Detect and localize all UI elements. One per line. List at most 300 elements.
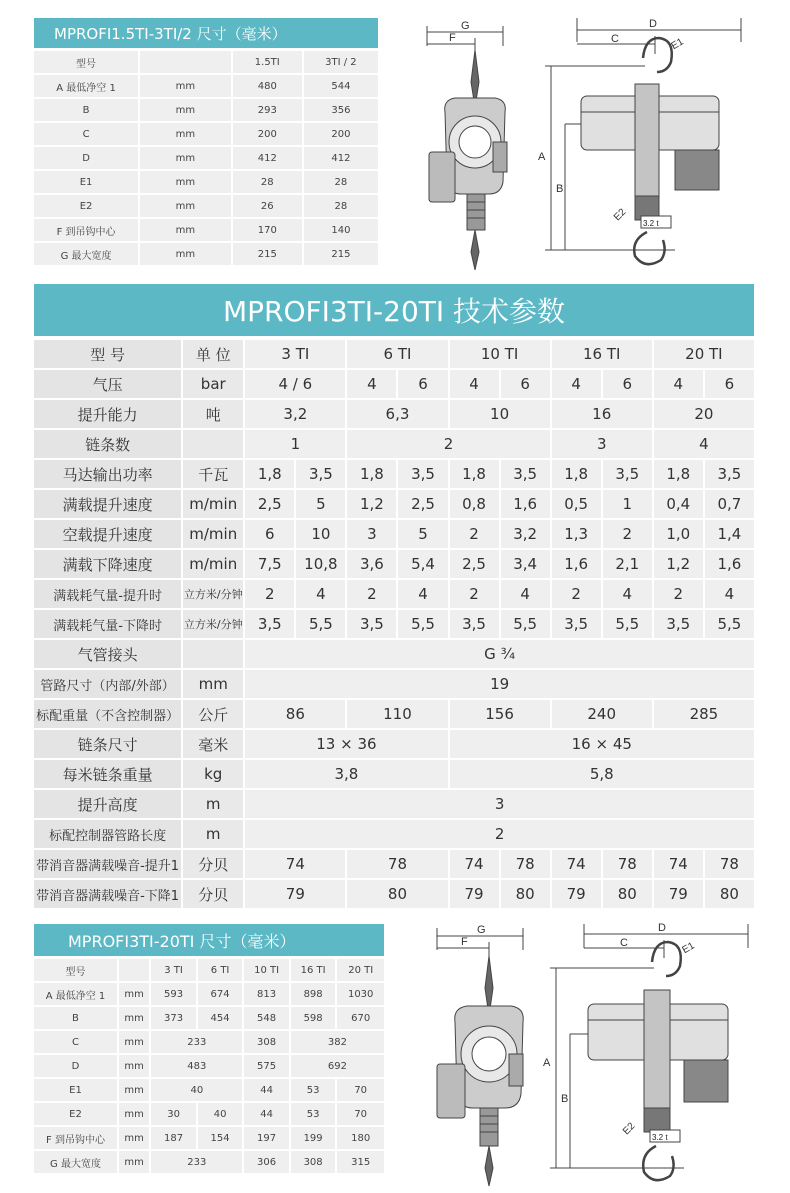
cell: 2 — [654, 580, 703, 608]
cell: 79 — [450, 880, 499, 908]
cell: 544 — [304, 75, 378, 97]
cell: mm — [119, 1151, 149, 1173]
header-cell: 10 TI — [450, 340, 550, 368]
cell: A 最低净空 1 — [34, 983, 117, 1005]
pair-rows — [34, 460, 754, 638]
table-row — [34, 983, 384, 1005]
cell: 带消音器满载噪音-下降1 — [34, 880, 181, 908]
table-row — [34, 760, 754, 788]
cell: 3,5 — [245, 610, 294, 638]
table-row — [34, 219, 378, 241]
cell: 156 — [450, 700, 550, 728]
hoist-side-view-drawing — [415, 12, 515, 270]
table-row — [34, 700, 754, 728]
top-spec-table — [32, 49, 380, 267]
cell: 1 — [245, 430, 345, 458]
cell: 412 — [233, 147, 302, 169]
cell: 每米链条重量 — [34, 760, 181, 788]
cell: 吨 — [183, 400, 243, 428]
cell: 2 — [603, 520, 652, 548]
cell: 4 — [501, 580, 550, 608]
cell: 598 — [291, 1007, 336, 1029]
cell: 80 — [347, 880, 447, 908]
cell: 3,5 — [347, 610, 396, 638]
table-row — [34, 790, 754, 818]
dim-label-c-bottom: C — [620, 937, 628, 949]
cell: 180 — [337, 1127, 384, 1149]
table-row — [34, 1007, 384, 1029]
cell: 2 — [245, 820, 754, 848]
cell: 满载下降速度 — [34, 550, 181, 578]
cell: 分贝 — [183, 850, 243, 878]
header-cell: 6 TI — [347, 340, 447, 368]
cell: 187 — [151, 1127, 196, 1149]
cell: 1,8 — [347, 460, 396, 488]
table-row — [34, 520, 754, 548]
cell: 293 — [233, 99, 302, 121]
cell: 674 — [198, 983, 243, 1005]
table-row — [34, 490, 754, 518]
cell: 3,5 — [705, 460, 754, 488]
cell: 593 — [151, 983, 196, 1005]
cell: mm — [119, 1031, 149, 1053]
cell: 5,5 — [398, 610, 447, 638]
cell: 16 — [552, 400, 652, 428]
cell: 2,1 — [603, 550, 652, 578]
table-row — [34, 340, 754, 368]
table-row — [34, 147, 378, 169]
cell: 20 TI — [337, 959, 384, 981]
cell — [183, 640, 243, 668]
cell: B — [34, 99, 138, 121]
cell: 80 — [603, 880, 652, 908]
cell: mm — [140, 171, 231, 193]
cell: 79 — [654, 880, 703, 908]
cell: 2 — [552, 580, 601, 608]
cell: 170 — [233, 219, 302, 241]
cell: 1,6 — [705, 550, 754, 578]
cell: 4 — [654, 430, 754, 458]
cell: 满载耗气量-提升时 — [34, 580, 181, 608]
cell: 管路尺寸（内部/外部） — [34, 670, 181, 698]
cell: 5,5 — [705, 610, 754, 638]
cell: 链条数 — [34, 430, 181, 458]
cell: 412 — [304, 147, 378, 169]
header-cell: 3 TI — [245, 340, 345, 368]
cell: 1,8 — [552, 460, 601, 488]
main-title: MPROFI3TI-20TI 技术参数 — [222, 295, 566, 328]
cell: 373 — [151, 1007, 196, 1029]
cell: 215 — [304, 243, 378, 265]
cell: 2 — [450, 520, 499, 548]
cell: 575 — [244, 1055, 289, 1077]
table-row — [34, 171, 378, 193]
cell: 10,8 — [296, 550, 345, 578]
cell: 4 — [654, 370, 703, 398]
cell: 3,2 — [501, 520, 550, 548]
cell: 3 TI — [151, 959, 196, 981]
cell: 1.5TI — [233, 51, 302, 73]
cell: 197 — [244, 1127, 289, 1149]
cell: 6 — [398, 370, 447, 398]
cell: 382 — [291, 1031, 384, 1053]
cell: E2 — [34, 1103, 117, 1125]
cell: 200 — [233, 123, 302, 145]
cell: 4 — [347, 370, 396, 398]
table-row — [34, 1031, 384, 1053]
cell: 40 — [151, 1079, 242, 1101]
cell: 79 — [245, 880, 345, 908]
table-row — [34, 370, 754, 398]
cell: 1,8 — [654, 460, 703, 488]
cell: 4 — [603, 580, 652, 608]
cell: mm — [140, 147, 231, 169]
cell: 44 — [244, 1103, 289, 1125]
cell: 3 — [552, 430, 652, 458]
cell: 满载耗气量-下降时 — [34, 610, 181, 638]
cell: 10 — [450, 400, 550, 428]
cell — [183, 430, 243, 458]
cell: 1,6 — [501, 490, 550, 518]
dim-label-f-bottom: F — [461, 936, 468, 948]
header-cell: 20 TI — [654, 340, 754, 368]
dim-label-c: C — [611, 33, 619, 45]
cell: 1,8 — [450, 460, 499, 488]
cell: D — [34, 1055, 117, 1077]
cell: 10 TI — [244, 959, 289, 981]
cell: 2 — [347, 580, 396, 608]
cell: 79 — [552, 880, 601, 908]
header-cell: 型 号 — [34, 340, 181, 368]
dim-label-b-bottom: B — [561, 1093, 569, 1105]
cell: 78 — [603, 850, 652, 878]
dim-label-a: A — [538, 151, 546, 163]
cell: 3TI / 2 — [304, 51, 378, 73]
dim-label-a-bottom: A — [543, 1057, 551, 1069]
cell: 70 — [337, 1103, 384, 1125]
cell: 2,5 — [245, 490, 294, 518]
header-cell: 单 位 — [183, 340, 243, 368]
cell: 199 — [291, 1127, 336, 1149]
cell: 气管接头 — [34, 640, 181, 668]
cell: 898 — [291, 983, 336, 1005]
cell: 813 — [244, 983, 289, 1005]
cell: mm — [119, 1127, 149, 1149]
dim-label-d: D — [649, 18, 657, 30]
cell: 4 — [296, 580, 345, 608]
cell: bar — [183, 370, 243, 398]
top-title-bar — [34, 18, 378, 48]
main-spec-table — [32, 338, 756, 910]
load-plate: 3.2 t — [643, 219, 659, 228]
table-row — [34, 430, 754, 458]
cell: 306 — [244, 1151, 289, 1173]
cell: 74 — [654, 850, 703, 878]
cell: C — [34, 1031, 117, 1053]
cell: mm — [183, 670, 243, 698]
cell: 74 — [552, 850, 601, 878]
cell: 满载提升速度 — [34, 490, 181, 518]
table-row — [34, 99, 378, 121]
dim-label-e2: E2 — [611, 206, 629, 224]
cell: 356 — [304, 99, 378, 121]
cell: mm — [140, 99, 231, 121]
cell: 285 — [654, 700, 754, 728]
cell: mm — [119, 1055, 149, 1077]
cell: 1,0 — [654, 520, 703, 548]
cell: 19 — [245, 670, 754, 698]
cell: 80 — [501, 880, 550, 908]
cell: E2 — [34, 195, 138, 217]
load-plate-bottom: 3.2 t — [652, 1133, 668, 1142]
cell: 6 TI — [198, 959, 243, 981]
cell: 3,4 — [501, 550, 550, 578]
cell: C — [34, 123, 138, 145]
cell: 1030 — [337, 983, 384, 1005]
cell: 140 — [304, 219, 378, 241]
main-title-bar — [34, 284, 754, 336]
table-row — [34, 1151, 384, 1173]
cell: 3,5 — [398, 460, 447, 488]
cell: 28 — [304, 171, 378, 193]
cell: 6 — [245, 520, 294, 548]
cell: 分贝 — [183, 880, 243, 908]
cell: 标配重量（不含控制器） — [34, 700, 181, 728]
cell: 200 — [304, 123, 378, 145]
dim-label-d-bottom: D — [658, 922, 666, 934]
cell: G 最大宽度 — [34, 243, 138, 265]
table-row — [34, 75, 378, 97]
cell: 2,5 — [398, 490, 447, 518]
cell: mm — [140, 195, 231, 217]
cell: 692 — [291, 1055, 384, 1077]
cell: mm — [140, 243, 231, 265]
cell: 链条尺寸 — [34, 730, 181, 758]
cell: 3,2 — [245, 400, 345, 428]
cell: G ¾ — [245, 640, 754, 668]
cell: 154 — [198, 1127, 243, 1149]
cell: 13 × 36 — [245, 730, 447, 758]
table-row — [34, 880, 754, 908]
cell: 型号 — [34, 959, 117, 981]
cell: mm — [140, 219, 231, 241]
cell: G 最大宽度 — [34, 1151, 117, 1173]
cell: 马达输出功率 — [34, 460, 181, 488]
cell: m/min — [183, 550, 243, 578]
cell: 74 — [450, 850, 499, 878]
cell: B — [34, 1007, 117, 1029]
cell: m — [183, 790, 243, 818]
table-row — [34, 1055, 384, 1077]
cell: 带消音器满载噪音-提升1 — [34, 850, 181, 878]
cell: 5 — [398, 520, 447, 548]
cell: 233 — [151, 1151, 242, 1173]
cell: 80 — [705, 880, 754, 908]
table-row — [34, 1103, 384, 1125]
cell: 20 — [654, 400, 754, 428]
cell: m/min — [183, 490, 243, 518]
cell: 40 — [198, 1103, 243, 1125]
bottom-spec-table — [32, 957, 386, 1175]
table-row — [34, 580, 754, 608]
table-row — [34, 959, 384, 981]
table-row — [34, 51, 378, 73]
cell: m/min — [183, 520, 243, 548]
cell: 4 — [450, 370, 499, 398]
cell: 2,5 — [450, 550, 499, 578]
cell: 4 / 6 — [245, 370, 345, 398]
cell: 1,8 — [245, 460, 294, 488]
cell: 670 — [337, 1007, 384, 1029]
cell: 3,5 — [450, 610, 499, 638]
cell: 78 — [347, 850, 447, 878]
cell: 0,5 — [552, 490, 601, 518]
table-row — [34, 400, 754, 428]
cell: 16 TI — [291, 959, 336, 981]
cell: 86 — [245, 700, 345, 728]
cell: 78 — [501, 850, 550, 878]
cell: 3 — [347, 520, 396, 548]
cell: 5,5 — [603, 610, 652, 638]
table-row — [34, 670, 754, 698]
cell: 提升能力 — [34, 400, 181, 428]
cell: 3,8 — [245, 760, 447, 788]
cell: E1 — [34, 171, 138, 193]
cell: mm — [119, 1103, 149, 1125]
cell: 44 — [244, 1079, 289, 1101]
dim-label-g-bottom: G — [477, 924, 486, 936]
cell: 4 — [552, 370, 601, 398]
table-row — [34, 820, 754, 848]
cell: 483 — [151, 1055, 242, 1077]
cell: m — [183, 820, 243, 848]
cell: 5,5 — [501, 610, 550, 638]
cell: 6,3 — [347, 400, 447, 428]
cell: 公斤 — [183, 700, 243, 728]
cell: 26 — [233, 195, 302, 217]
cell: 240 — [552, 700, 652, 728]
cell: 548 — [244, 1007, 289, 1029]
cell: 1,6 — [552, 550, 601, 578]
table-row — [34, 243, 378, 265]
cell: 78 — [705, 850, 754, 878]
cell: 千瓦 — [183, 460, 243, 488]
cell: 308 — [244, 1031, 289, 1053]
cell: 3 — [245, 790, 754, 818]
cell: D — [34, 147, 138, 169]
cell: 233 — [151, 1031, 242, 1053]
cell: 7,5 — [245, 550, 294, 578]
table-row — [34, 1079, 384, 1101]
dim-label-e2-bottom: E2 — [620, 1120, 638, 1138]
cell: 0,8 — [450, 490, 499, 518]
bottom-title-bar — [34, 924, 384, 956]
cell: 0,4 — [654, 490, 703, 518]
cell: 53 — [291, 1103, 336, 1125]
top-title: MPROFI1.5TI-3TI/2 尺寸（毫米） — [54, 24, 287, 43]
cell: 2 — [245, 580, 294, 608]
dim-label-e1: E1 — [669, 36, 686, 53]
cell: 空载提升速度 — [34, 520, 181, 548]
cell: F 到吊钩中心 — [34, 219, 138, 241]
cell: 毫米 — [183, 730, 243, 758]
dim-label-f: F — [449, 32, 456, 44]
cell: F 到吊钩中心 — [34, 1127, 117, 1149]
table-row — [34, 730, 754, 758]
dim-label-g: G — [461, 20, 470, 32]
cell: 提升高度 — [34, 790, 181, 818]
cell: 1,3 — [552, 520, 601, 548]
cell: 1,2 — [654, 550, 703, 578]
cell: 0,7 — [705, 490, 754, 518]
header-cell: 16 TI — [552, 340, 652, 368]
cell: 2 — [347, 430, 549, 458]
cell: 2 — [450, 580, 499, 608]
cell: kg — [183, 760, 243, 788]
table-row — [34, 850, 754, 878]
cell — [119, 959, 149, 981]
cell: 3,5 — [552, 610, 601, 638]
cell: mm — [119, 1079, 149, 1101]
table-row — [34, 123, 378, 145]
table-row — [34, 550, 754, 578]
cell: 28 — [304, 195, 378, 217]
cell: 53 — [291, 1079, 336, 1101]
cell: 5,8 — [450, 760, 754, 788]
hoist-side-view-drawing-bottom — [425, 918, 535, 1188]
cell: 28 — [233, 171, 302, 193]
table-row — [34, 640, 754, 668]
dim-label-e1-bottom: E1 — [680, 940, 697, 957]
cell: 5 — [296, 490, 345, 518]
cell: 4 — [398, 580, 447, 608]
cell: 6 — [705, 370, 754, 398]
cell: 215 — [233, 243, 302, 265]
cell: A 最低净空 1 — [34, 75, 138, 97]
bottom-title: MPROFI3TI-20TI 尺寸（毫米） — [68, 931, 296, 951]
cell: 4 — [705, 580, 754, 608]
cell: mm — [140, 75, 231, 97]
cell: 立方米/分钟 — [183, 610, 243, 638]
cell: 1,2 — [347, 490, 396, 518]
hoist-front-view-drawing-bottom — [540, 918, 780, 1186]
cell: 3,5 — [603, 460, 652, 488]
cell: 10 — [296, 520, 345, 548]
table-row — [34, 195, 378, 217]
cell: 16 × 45 — [450, 730, 754, 758]
cell: E1 — [34, 1079, 117, 1101]
cell: 5,5 — [296, 610, 345, 638]
cell: 454 — [198, 1007, 243, 1029]
cell: 70 — [337, 1079, 384, 1101]
table-row — [34, 1127, 384, 1149]
cell: 立方米/分钟 — [183, 580, 243, 608]
cell: 110 — [347, 700, 447, 728]
cell: mm — [140, 123, 231, 145]
cell: 型号 — [34, 51, 138, 73]
cell: 480 — [233, 75, 302, 97]
cell: 5,4 — [398, 550, 447, 578]
cell: 6 — [603, 370, 652, 398]
hoist-front-view-drawing — [535, 12, 775, 270]
cell: 3,5 — [501, 460, 550, 488]
cell: 3,5 — [654, 610, 703, 638]
cell: 气压 — [34, 370, 181, 398]
table-row — [34, 460, 754, 488]
cell: 3,5 — [296, 460, 345, 488]
cell: 30 — [151, 1103, 196, 1125]
dim-label-b: B — [556, 183, 564, 195]
